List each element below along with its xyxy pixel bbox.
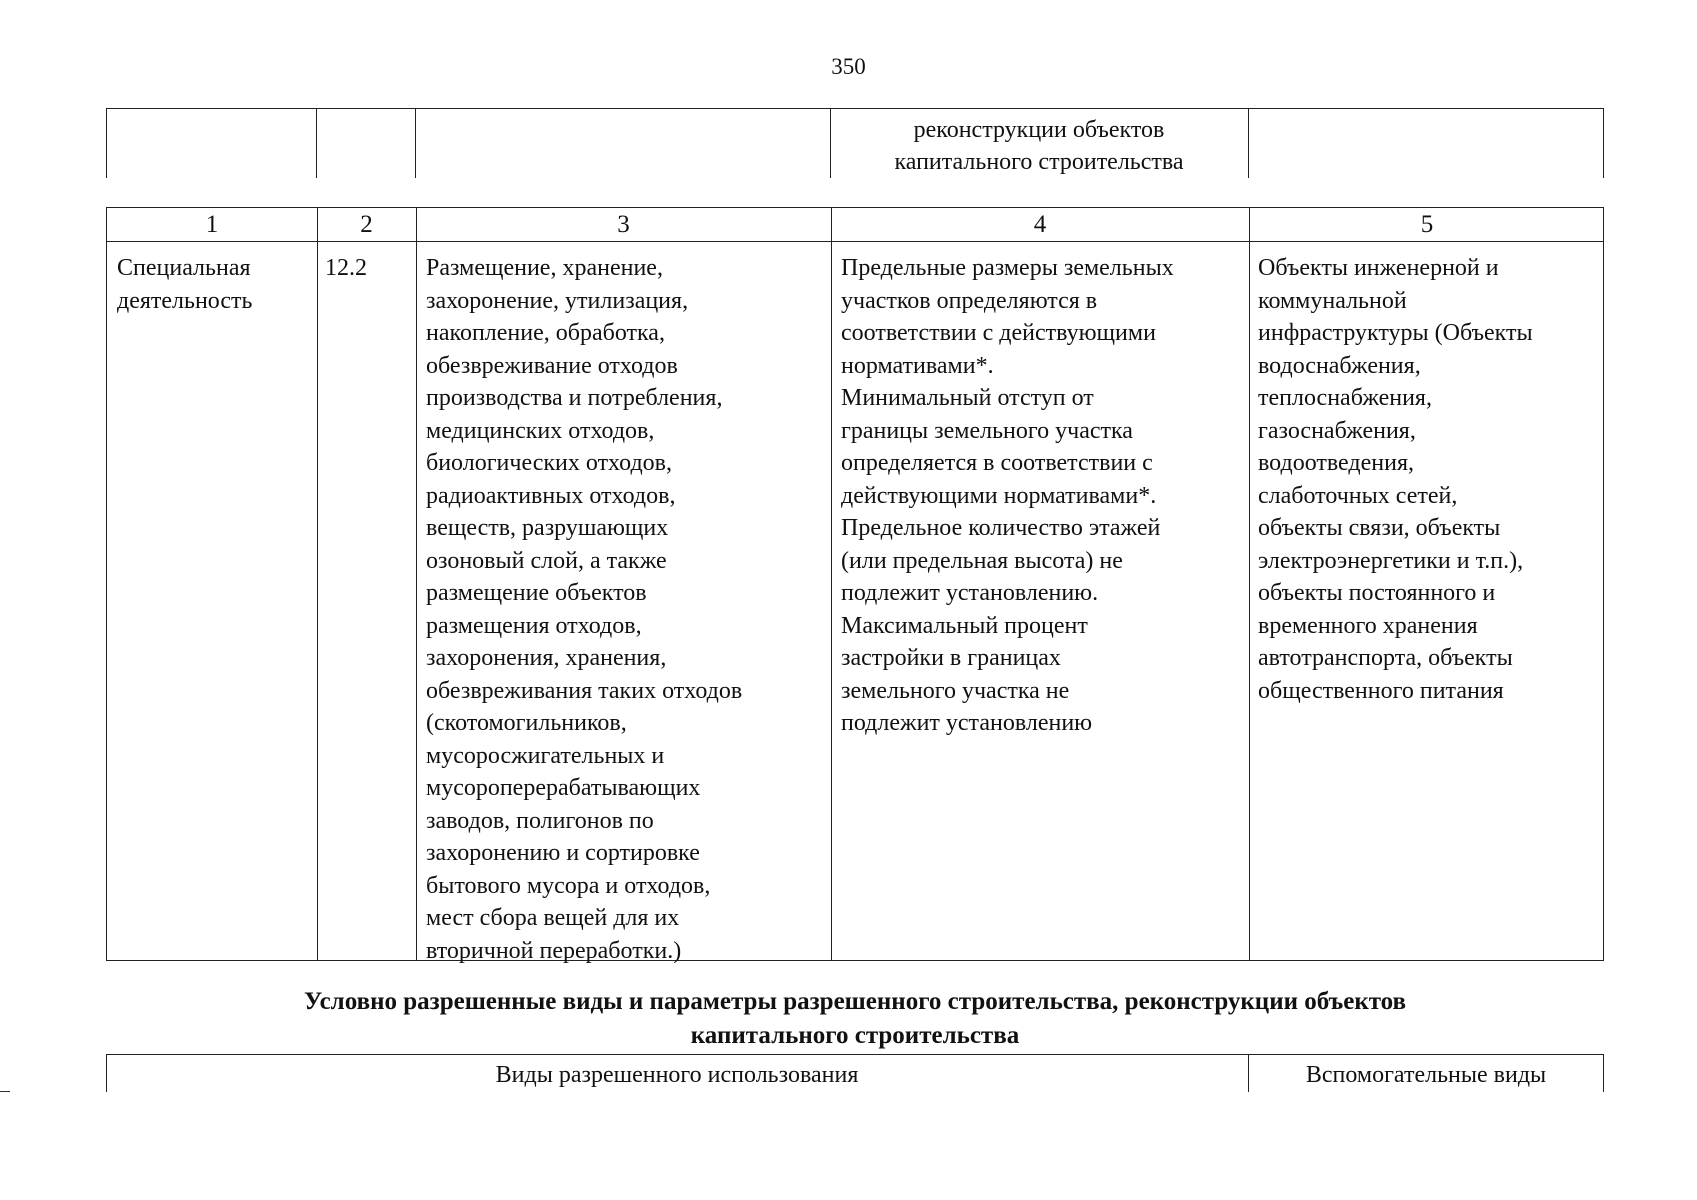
table-border: [317, 208, 318, 960]
column-header: 2: [360, 211, 373, 238]
table-border: [106, 1054, 1604, 1055]
conditional-use-table-header: [106, 1054, 1604, 1092]
table-border: [106, 108, 107, 178]
table-border: [1249, 208, 1250, 960]
table-border: [416, 208, 417, 960]
cell-auxiliary-uses: Объекты инженерной и коммунальной инфраструктуры (Объекты водоснабжения, теплоснабжения, газоснабжения, водоотведения, слаботочных сетей, объекты связи, объекты электроэнергетики и т.п.), объекты постоянного и временного хранения автотранспорта, объекты общественного питания: [1258, 255, 1533, 704]
cell-code: 12.2: [325, 255, 367, 281]
margin-mark: [0, 1091, 10, 1092]
cell-activity-name: Специальная деятельность: [117, 255, 253, 314]
table-border: [1248, 108, 1249, 178]
header-divider: [107, 241, 1603, 242]
fragment-cell-text: реконструкции объектов капитального строительства: [894, 117, 1184, 175]
column-header: 1: [205, 211, 219, 238]
column-header-permitted-uses: Виды разрешенного использования: [495, 1062, 859, 1088]
table-border: [316, 108, 317, 178]
table-border: [106, 108, 1604, 109]
column-header: 3: [617, 211, 630, 238]
page-number: 350: [831, 54, 866, 79]
column-header-auxiliary: Вспомогательные виды: [1305, 1062, 1547, 1088]
cell-parameters: Предельные размеры земельных участков определяются в соответствии с действующими нормативами*. Минимальный отступ от границы земельного участка определяется в соответствии с действующими нормативами*. Предельное количество этажей (или предельная высота) не подлежит установлению. Максимальный процент застройки в границах земельного участка не подлежит установлению: [841, 255, 1174, 736]
table-border: [415, 108, 416, 178]
section-title: Условно разрешенные виды и параметры разрешенного строительства, реконструкции объектов капитального строительства: [303, 988, 1407, 1049]
permitted-use-table: [106, 207, 1604, 964]
continued-table-fragment: [106, 108, 1604, 178]
cell-description: Размещение, хранение, захоронение, утилизация, накопление, обработка, обезвреживание отходов производства и потребления, медицинских отходов, биологических отходов, радиоактивных отходов, веществ, разрушающих озоновый слой, а также размещение объектов размещения отходов, захоронения, хранения, обезвреживания таких отходов (скотомогильников, мусоросжигательных и мусороперерабатывающих заводов, полигонов по захоронению и сортировке бытового мусора и отходов, мест сбора вещей для их вторичной переработки.): [426, 255, 743, 964]
table-border: [1603, 108, 1604, 178]
column-header: 5: [1420, 211, 1434, 238]
column-header: 4: [1033, 211, 1047, 238]
table-border: [831, 208, 832, 960]
